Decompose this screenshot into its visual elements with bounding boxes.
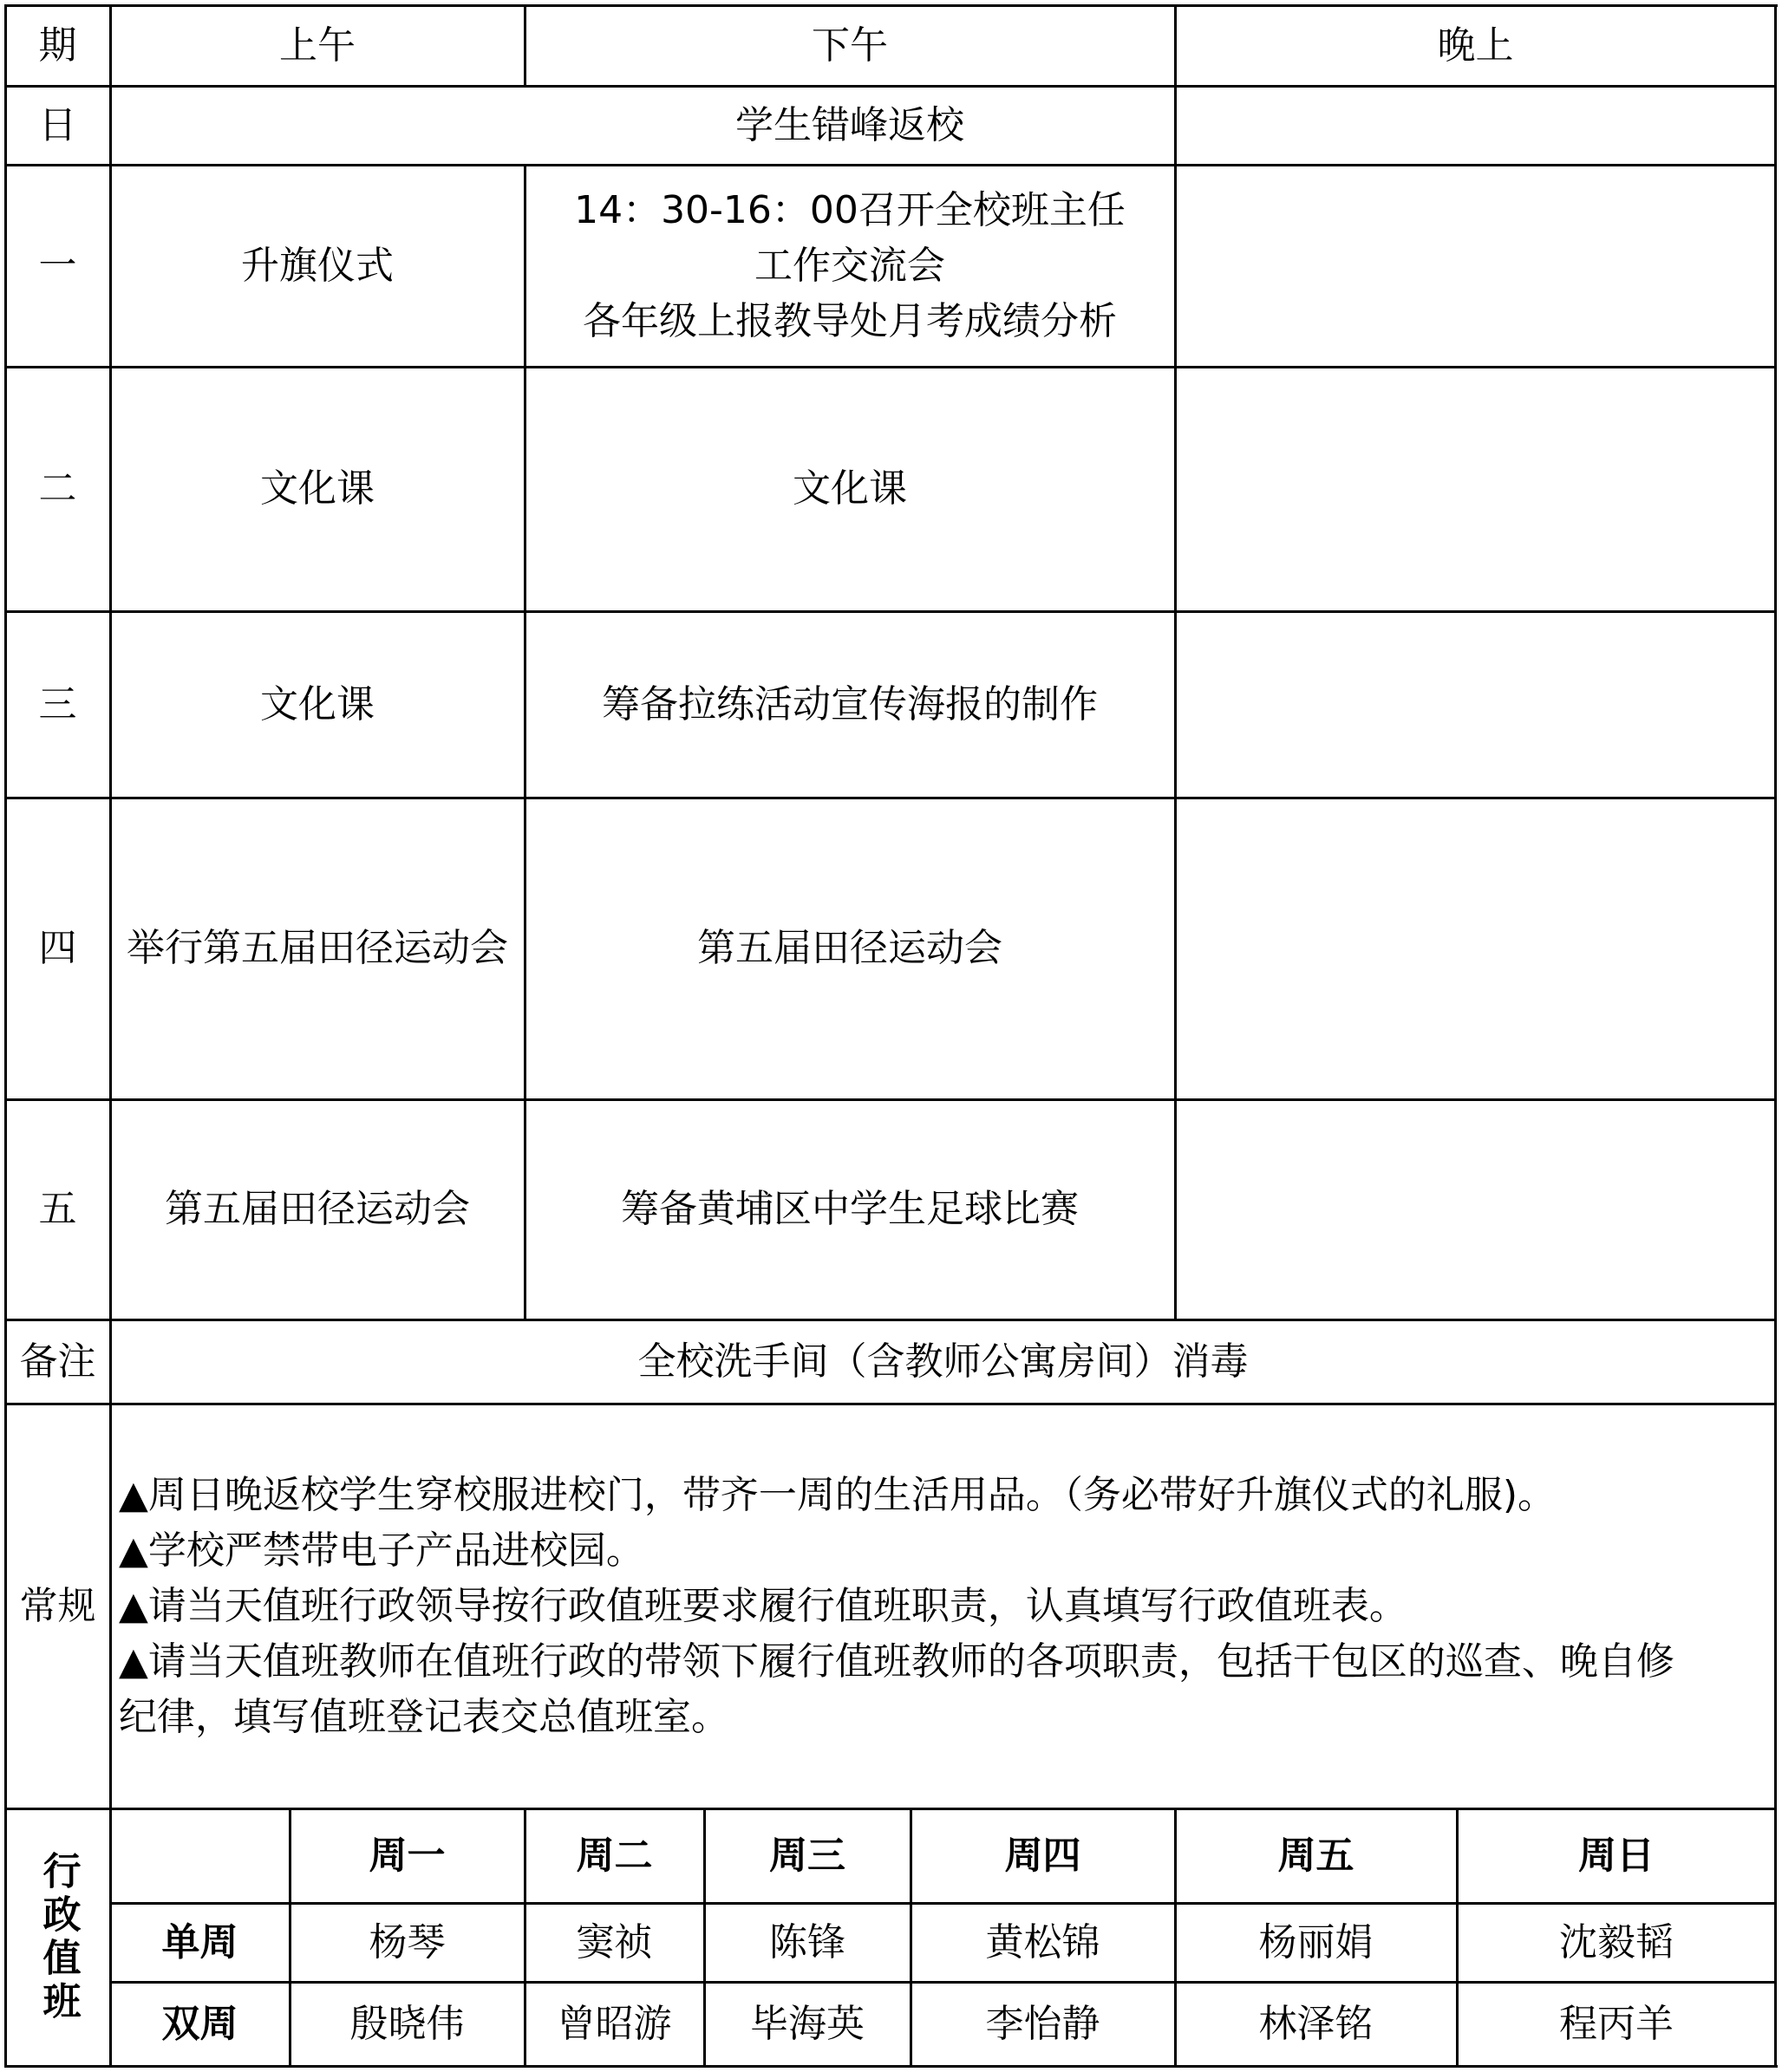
day-label: 二 [38,466,77,511]
afternoon-cell: 筹备黄埔区中学生足球比赛 [621,1187,1079,1231]
evening-cell [1175,86,1776,165]
column-divider [1456,1808,1459,2067]
weekday-header: 周二 [576,1833,653,1878]
column-divider [289,1808,291,2067]
evening-cell [1175,367,1776,611]
duty-name: 杨琴 [369,1919,446,1964]
duty-name: 杨丽娟 [1258,1919,1374,1964]
afternoon-cell: 筹备拉练活动宣传海报的制作 [602,681,1098,727]
odd-week-label: 单周 [161,1919,238,1964]
day-label: 一 [38,243,77,288]
duty-name: 曾昭游 [557,2002,672,2046]
column-divider [524,1808,526,2067]
weekday-header: 周一 [369,1833,446,1878]
day-label: 四 [38,926,77,970]
weekday-header: 周五 [1277,1833,1354,1878]
column-divider [109,4,112,2068]
duty-name: 沈毅韬 [1559,1919,1674,1964]
afternoon-cell: 文化课 [793,466,907,511]
morning-cell [110,86,525,165]
afternoon-cell: 学生错峰返校 [735,102,964,147]
header-morning: 上午 [279,23,356,68]
duty-name: 林泽铭 [1258,2002,1374,2046]
evening-cell [1175,165,1776,367]
remarks-label: 备注 [19,1339,96,1384]
column-divider [910,1808,912,2067]
table-border [1774,4,1777,2068]
afternoon-cell: 14：30-16：00召开全校班主任 工作交流会 各年级上报教导处月考成绩分析 [574,187,1126,343]
evening-cell [1175,611,1776,798]
column-divider [524,4,526,86]
even-week-label: 双周 [161,2002,238,2046]
day-label: 五 [38,1187,77,1231]
row-divider [5,610,1777,613]
day-label: 三 [38,681,77,727]
evening-cell [1175,798,1776,1099]
header-evening: 晚上 [1437,23,1514,68]
morning-cell: 文化课 [260,681,375,727]
weekday-header: 周四 [1004,1833,1081,1878]
routine-label: 常规 [19,1583,96,1628]
row-divider [5,1403,1777,1405]
row-divider [5,164,1777,166]
routine-notes: ▲周日晚返校学生穿校服进校门，带齐一周的生活用品。（务必带好升旗仪式的礼服)。 ▲学校严禁带电子产品进校园。 ▲请当天值班行政领导按行政值班要求履行值班职责，认真填写行政值班表。 ▲请当天值班教师在值班行政的带领下履行值班教师的各项职责，包括干包区的巡查、晚自修 纪律，填写值班登记表交总值班室。 [119,1472,1674,1739]
row-divider [5,797,1777,799]
duty-name: 毕海英 [750,2002,865,2046]
morning-cell: 文化课 [260,466,375,511]
duty-name: 殷晓伟 [349,2002,465,2046]
table-border [5,4,1778,7]
duty-name: 黄松锦 [985,1919,1100,1964]
day-label: 日 [38,102,77,147]
column-divider [703,1808,706,2067]
weekday-header: 周三 [769,1833,845,1878]
morning-cell: 升旗仪式 [241,243,394,288]
duty-name: 程丙羊 [1559,2002,1674,2046]
duty-name: 窦祯 [576,1919,653,1964]
weekday-header: 周日 [1578,1833,1655,1878]
column-divider [1174,4,1177,1319]
duty-roster-label: 行政值班 [36,1851,81,2024]
header-afternoon: 下午 [812,23,888,68]
table-border [4,4,7,2068]
afternoon-cell: 第五届田径运动会 [697,926,1002,970]
row-divider [5,366,1777,368]
morning-cell: 第五届田径运动会 [165,1187,470,1231]
table-border [5,2065,1778,2068]
remarks-text: 全校洗手间（含教师公寓房间）消毒 [637,1339,1249,1384]
row-divider [5,1098,1777,1101]
column-divider [524,165,526,1319]
duty-name: 李怡静 [985,2002,1100,2046]
duty-name: 陈锋 [769,1919,845,1964]
row-divider [5,1808,1777,1810]
evening-cell [1175,1099,1776,1319]
morning-cell: 举行第五届田径运动会 [127,926,508,970]
row-divider [5,1319,1777,1321]
header-day-column: 期 [38,23,77,68]
row-divider [5,85,1777,88]
row-divider [110,1981,1777,1984]
row-divider [110,1902,1777,1905]
column-divider [1174,1808,1177,2067]
